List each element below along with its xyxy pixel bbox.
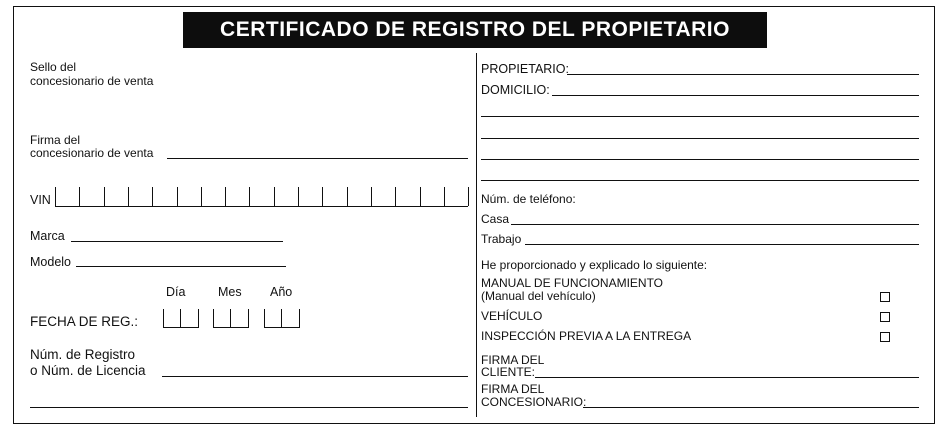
reg-number-label-2: o Núm. de Licencia xyxy=(30,363,146,378)
address-label: DOMICILIO: xyxy=(481,83,550,97)
home-phone-field[interactable] xyxy=(511,224,919,225)
modelo-field[interactable] xyxy=(76,266,286,267)
vin-box-divider xyxy=(249,187,250,206)
dealer-final-signature-field[interactable] xyxy=(583,407,919,408)
vin-box-divider xyxy=(322,187,323,206)
customer-signature-field[interactable] xyxy=(535,377,919,378)
vin-box-divider xyxy=(79,187,80,206)
address-field-5[interactable] xyxy=(481,180,919,181)
vin-box-divider xyxy=(201,187,202,206)
year-label: Año xyxy=(270,285,293,299)
checkbox-vehicle[interactable] xyxy=(880,312,890,322)
dealer-signature-label-2: concesionario de venta xyxy=(30,146,154,160)
owner-field[interactable] xyxy=(567,74,919,75)
vin-box-divider xyxy=(468,187,469,206)
address-field[interactable] xyxy=(552,95,919,96)
vin-box-divider xyxy=(371,187,372,206)
vin-box-divider xyxy=(298,187,299,206)
checkbox-manual[interactable] xyxy=(880,292,890,302)
checklist-manual-label: MANUAL DE FUNCIONAMIENTO xyxy=(481,276,664,290)
vin-box-divider xyxy=(274,187,275,206)
vin-label: VIN xyxy=(30,193,51,207)
dealer-seal-label-2: concesionario de venta xyxy=(30,74,154,88)
dealer-final-signature-label-2: CONCESIONARIO: xyxy=(481,395,587,409)
modelo-label: Modelo xyxy=(30,255,71,269)
dealer-seal-label: Sello del xyxy=(30,60,77,74)
explained-label: He proporcionado y explicado lo siguiente: xyxy=(481,258,708,272)
dealer-signature-label: Firma del xyxy=(30,133,81,147)
vin-box-divider xyxy=(347,187,348,206)
marca-field[interactable] xyxy=(71,241,283,242)
reg-number-field-2[interactable] xyxy=(30,407,468,408)
address-field-4[interactable] xyxy=(481,159,919,160)
vin-box-divider xyxy=(420,187,421,206)
customer-signature-label-2: CLIENTE: xyxy=(481,365,536,379)
reg-date-label: FECHA DE REG.: xyxy=(30,314,139,329)
reg-year-field[interactable] xyxy=(264,309,300,328)
certificate-title: CERTIFICADO DE REGISTRO DEL PROPIETARIO xyxy=(183,12,767,48)
work-phone-field[interactable] xyxy=(525,244,919,245)
reg-day-field[interactable] xyxy=(163,309,199,328)
vin-box-divider xyxy=(55,187,56,206)
column-divider xyxy=(476,53,477,417)
reg-number-label: Núm. de Registro xyxy=(30,347,136,362)
reg-month-field[interactable] xyxy=(213,309,249,328)
home-phone-label: Casa xyxy=(481,212,510,226)
address-field-3[interactable] xyxy=(481,138,919,139)
phone-label: Núm. de teléfono: xyxy=(481,192,576,206)
vin-baseline xyxy=(55,206,468,207)
vin-box-divider xyxy=(104,187,105,206)
reg-number-field[interactable] xyxy=(162,376,468,377)
vin-box-divider xyxy=(395,187,396,206)
vin-box-divider xyxy=(152,187,153,206)
customer-signature-label: FIRMA DEL xyxy=(481,353,545,367)
owner-label: PROPIETARIO: xyxy=(481,62,569,76)
vin-box-divider xyxy=(128,187,129,206)
vin-box-divider xyxy=(444,187,445,206)
dealer-signature-field[interactable] xyxy=(167,158,468,159)
checklist-vehicle-label: VEHÍCULO xyxy=(481,309,543,323)
vin-box-divider xyxy=(177,187,178,206)
checkbox-inspection[interactable] xyxy=(880,332,890,342)
vin-box-divider xyxy=(225,187,226,206)
dealer-final-signature-label: FIRMA DEL xyxy=(481,382,545,396)
marca-label: Marca xyxy=(30,229,65,243)
checklist-inspection-label: INSPECCIÓN PREVIA A LA ENTREGA xyxy=(481,329,692,343)
certificate-frame xyxy=(13,6,935,424)
address-field-2[interactable] xyxy=(481,116,919,117)
day-label: Día xyxy=(166,285,186,299)
checklist-manual-label-2: (Manual del vehículo) xyxy=(481,289,596,303)
month-label: Mes xyxy=(218,285,242,299)
work-phone-label: Trabajo xyxy=(481,232,522,246)
